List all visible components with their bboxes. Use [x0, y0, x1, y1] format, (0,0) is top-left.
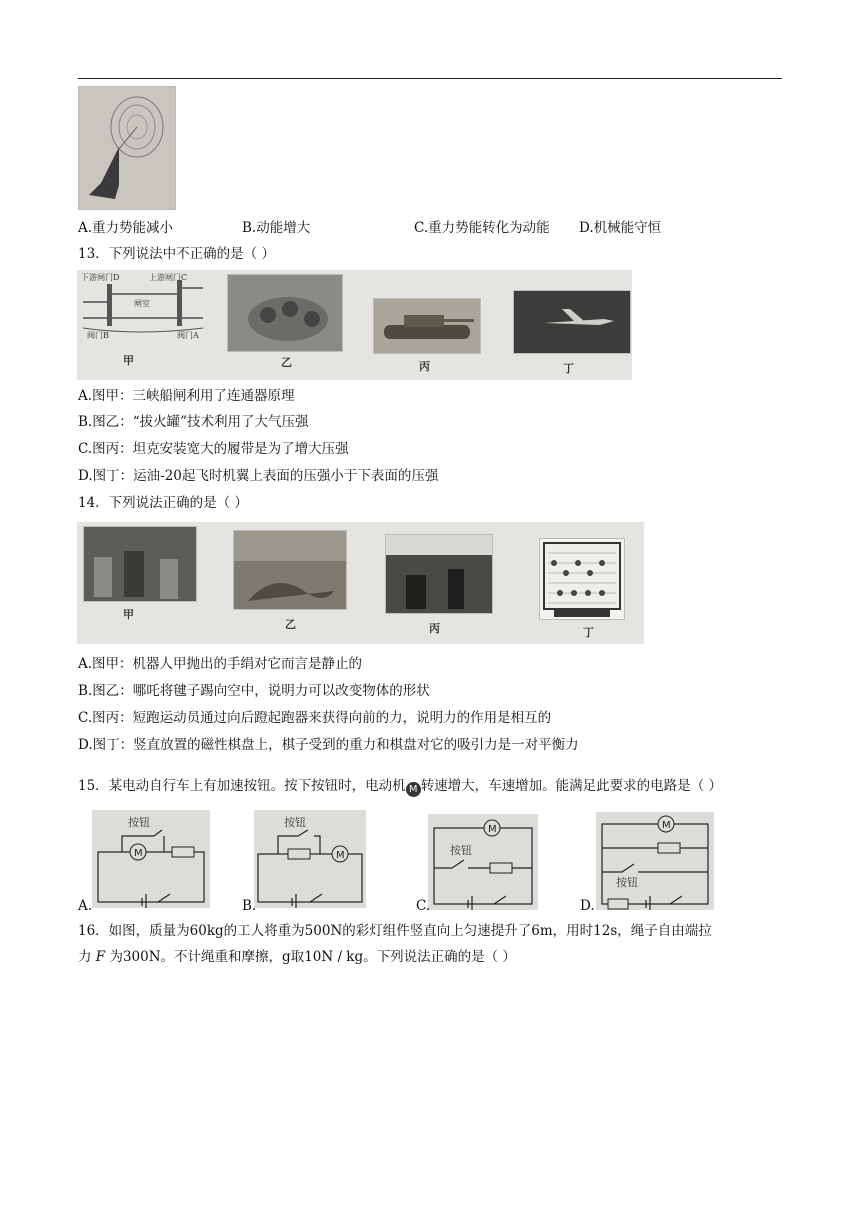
q12-option-d: D.机械能守恒: [579, 220, 662, 236]
q13-figure-yi: [227, 274, 343, 352]
q14-figure-bing: [385, 534, 493, 614]
q13-label-gate-c: 上游闸门C: [149, 273, 188, 282]
q14-caption-yi: 乙: [285, 618, 296, 631]
q15-circuit-d: [596, 812, 714, 910]
q13-caption-bing: 丙: [419, 360, 430, 373]
q15-stem-before: 15．某电动自行车上有加速按钮。按下按钮时，电动机: [78, 778, 406, 794]
q15-b-button-label: 按钮: [284, 816, 306, 829]
q14-stem: 14．下列说法正确的是（ ）: [78, 495, 248, 511]
q16-line2: [78, 948, 516, 967]
q14-option-c: C.图丙：短跑运动员通过向后蹬起跑器来获得向前的力，说明力的作用是相互的: [78, 710, 552, 726]
q13-figure-bing: [373, 298, 481, 354]
q15-a-button-label: 按钮: [128, 816, 150, 829]
motor-icon: M: [406, 782, 421, 797]
q15-option-d-letter: D.: [580, 898, 595, 914]
q14-caption-bing: 丙: [429, 622, 440, 635]
q12-image-art: [79, 87, 175, 209]
q14-caption-ding: 丁: [583, 626, 594, 639]
q14-option-d: D.图丁：竖直放置的磁性棋盘上，棋子受到的重力和棋盘对它的吸引力是一对平衡力: [78, 737, 579, 753]
header-rule: [78, 78, 782, 79]
q13-figure-strip: [77, 270, 632, 380]
q13-figure-jia: [79, 272, 207, 350]
q16-line2-a: 力: [78, 949, 92, 965]
svg-text:M: M: [488, 824, 497, 835]
q15-option-c-letter: C.: [416, 898, 431, 914]
q14-caption-jia: 甲: [123, 608, 134, 621]
q12-parachute-image: [78, 86, 176, 210]
q13-figure-ding: [513, 290, 631, 354]
q12-option-c: C.重力势能转化为动能: [414, 220, 550, 236]
q13-caption-jia: 甲: [123, 354, 134, 367]
q14-figure-jia: [83, 526, 197, 602]
q13-caption-yi: 乙: [281, 356, 292, 369]
q13-label-valve-b: 阀门B: [87, 331, 109, 340]
q16-force-symbol: F: [95, 949, 106, 965]
q15-circuit-c: [428, 814, 538, 910]
q12-option-b: B.动能增大: [242, 220, 311, 236]
q15-c-button-label: 按钮: [450, 844, 472, 857]
q14-figure-strip: [77, 522, 644, 644]
q15-stem: [78, 777, 722, 797]
q13-label-gate-d: 下游闸门D: [81, 273, 120, 282]
q15-option-a-letter: A.: [78, 898, 93, 914]
q14-figure-yi: [233, 530, 347, 610]
q15-stem-after: 转速增大，车速增加。能满足此要求的电路是（ ）: [420, 778, 722, 794]
q16-line1: 16．如图，质量为60kg的工人将重为500N的彩灯组件竖直向上匀速提升了6m，用时12s，绳子自由端拉: [78, 923, 712, 939]
q15-circuit-b: [254, 810, 366, 908]
q13-option-b: B.图乙：“拔火罐”技术利用了大气压强: [78, 414, 309, 430]
svg-text:M: M: [134, 848, 143, 859]
q13-caption-ding: 丁: [563, 362, 574, 375]
q13-label-valve-a: 阀门A: [177, 331, 199, 340]
q16-line2-b: 为300N。不计绳重和摩擦，g取10N / kg。下列说法正确的是（ ）: [109, 949, 516, 965]
q13-option-a: A.图甲：三峡船闸利用了连通器原理: [78, 388, 295, 404]
q15-option-b-letter: B.: [242, 898, 257, 914]
q13-option-d: D.图丁：运油-20起飞时机翼上表面的压强小于下表面的压强: [78, 468, 439, 484]
q15-d-button-label: 按钮: [616, 876, 638, 889]
svg-text:M: M: [336, 850, 345, 861]
q14-option-b: B.图乙：哪吒将毽子踢向空中，说明力可以改变物体的形状: [78, 683, 430, 699]
q13-stem: 13．下列说法中不正确的是（ ）: [78, 246, 275, 262]
q15-circuit-a: [92, 810, 210, 908]
q14-option-a: A.图甲：机器人甲抛出的手绢对它而言是静止的: [78, 656, 363, 672]
svg-text:M: M: [662, 820, 671, 831]
q13-label-chamber: 闸室: [134, 299, 150, 308]
q12-option-a: A.重力势能减小: [78, 220, 174, 236]
q13-option-c: C.图丙：坦克安装宽大的履带是为了增大压强: [78, 441, 349, 457]
q14-figure-ding: [539, 538, 625, 620]
